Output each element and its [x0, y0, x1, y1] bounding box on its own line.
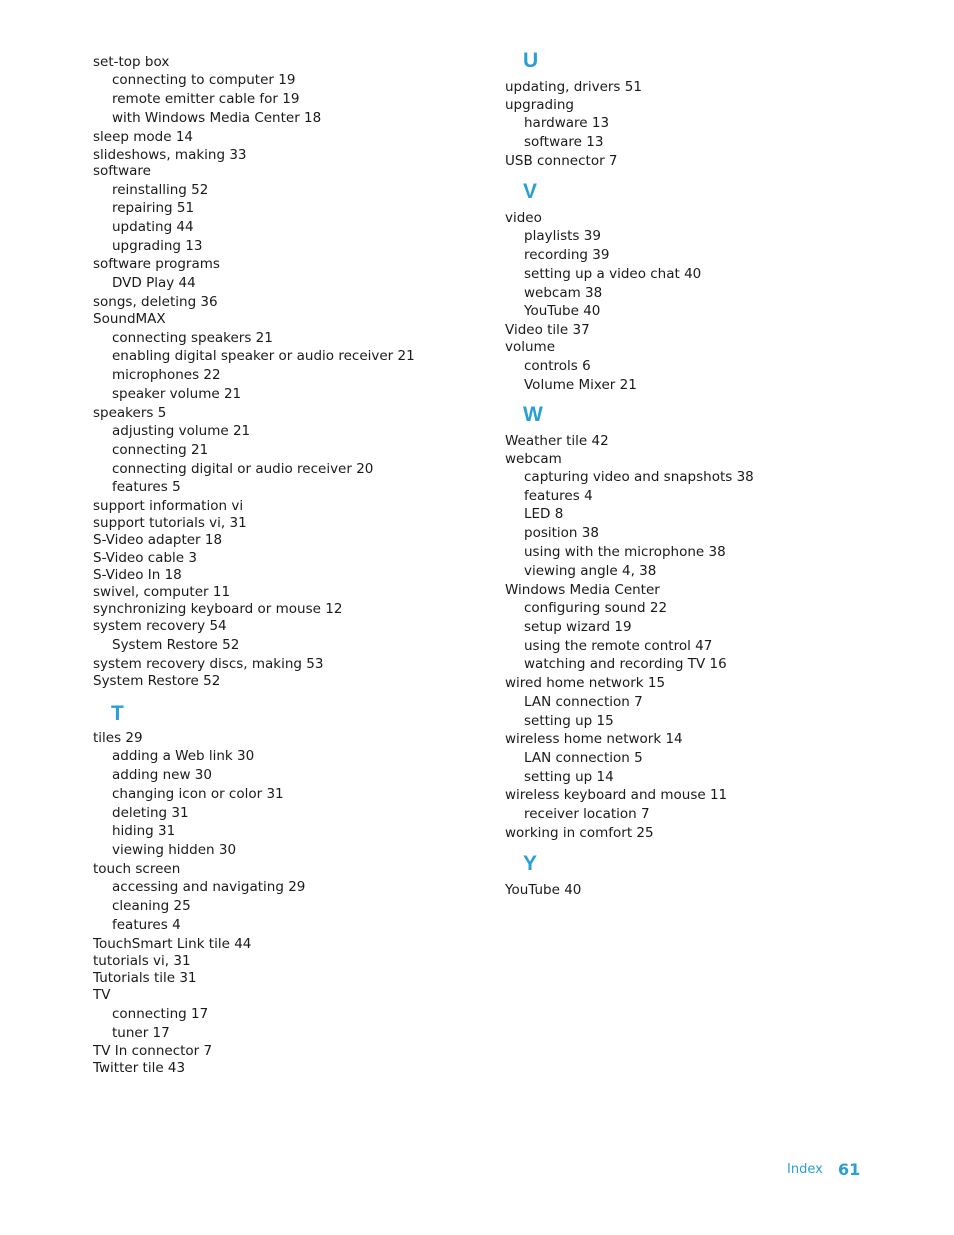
index-entry: System Restore 52	[93, 673, 221, 689]
index-entry: support tutorials vi, 31	[93, 515, 247, 531]
index-subentry: deleting 31	[112, 805, 189, 821]
index-entry: sleep mode 14	[93, 129, 194, 145]
index-entry: webcam	[505, 451, 562, 467]
index-subentry: features 4	[524, 488, 593, 504]
index-entry: S-Video adapter 18	[93, 532, 223, 548]
index-entry: speakers 5	[93, 405, 167, 421]
index-subentry: features 5	[112, 479, 181, 495]
index-subentry: hardware 13	[524, 115, 610, 131]
index-subentry: connecting speakers 21	[112, 330, 273, 346]
index-entry: Windows Media Center	[505, 582, 660, 598]
page-number: 61	[838, 1160, 861, 1179]
index-subentry: controls 6	[524, 358, 591, 374]
index-entry: system recovery 54	[93, 618, 227, 634]
index-subentry: playlists 39	[524, 228, 601, 244]
index-entry: TV In connector 7	[93, 1043, 213, 1059]
index-subentry: software 13	[524, 134, 604, 150]
index-entry: video	[505, 210, 542, 226]
index-subentry: using with the microphone 38	[524, 544, 726, 560]
index-subentry: upgrading 13	[112, 238, 203, 254]
index-entry: TouchSmart Link tile 44	[93, 936, 252, 952]
index-subentry: receiver location 7	[524, 806, 650, 822]
index-subentry: capturing video and snapshots 38	[524, 469, 754, 485]
index-entry: Weather tile 42	[505, 433, 609, 449]
index-subentry: LED 8	[524, 506, 564, 522]
index-entry: touch screen	[93, 861, 181, 877]
index-subentry: setting up 14	[524, 769, 614, 785]
index-entry: Twitter tile 43	[93, 1060, 186, 1076]
index-entry: working in comfort 25	[505, 825, 654, 841]
index-subentry: position 38	[524, 525, 599, 541]
index-letter-heading: W	[523, 403, 543, 426]
index-subentry: updating 44	[112, 219, 194, 235]
index-entry: Tutorials tile 31	[93, 970, 197, 986]
index-entry: Video tile 37	[505, 322, 590, 338]
index-subentry: changing icon or color 31	[112, 786, 284, 802]
index-subentry: System Restore 52	[112, 637, 240, 653]
index-entry: wireless home network 14	[505, 731, 683, 747]
index-entry: volume	[505, 339, 556, 355]
index-subentry: connecting digital or audio receiver 20	[112, 461, 374, 477]
index-subentry: adding new 30	[112, 767, 212, 783]
index-entry: upgrading	[505, 97, 574, 113]
index-entry: S-Video cable 3	[93, 550, 197, 566]
index-entry: synchronizing keyboard or mouse 12	[93, 601, 343, 617]
index-letter-heading: Y	[523, 852, 538, 875]
index-subentry: using the remote control 47	[524, 638, 713, 654]
index-letter-heading: T	[111, 702, 124, 725]
index-entry: software programs	[93, 256, 220, 272]
index-subentry: LAN connection 7	[524, 694, 643, 710]
index-entry: wireless keyboard and mouse 11	[505, 787, 728, 803]
index-subentry: reinstalling 52	[112, 182, 209, 198]
index-entry: wired home network 15	[505, 675, 666, 691]
index-entry: songs, deleting 36	[93, 294, 218, 310]
index-subentry: watching and recording TV 16	[524, 656, 727, 672]
index-entry: slideshows, making 33	[93, 147, 247, 163]
index-subentry: cleaning 25	[112, 898, 191, 914]
index-subentry: tuner 17	[112, 1025, 170, 1041]
index-entry: TV	[93, 987, 111, 1003]
index-entry: SoundMAX	[93, 311, 166, 327]
index-entry: tiles 29	[93, 730, 143, 746]
index-subentry: connecting 21	[112, 442, 209, 458]
index-subentry: adding a Web link 30	[112, 748, 255, 764]
index-subentry: YouTube 40	[524, 303, 601, 319]
index-entry: S-Video In 18	[93, 567, 182, 583]
index-subentry: recording 39	[524, 247, 610, 263]
index-entry: updating, drivers 51	[505, 79, 642, 95]
index-subentry: remote emitter cable for 19	[112, 91, 300, 107]
index-subentry: setup wizard 19	[524, 619, 632, 635]
index-subentry: viewing angle 4, 38	[524, 563, 657, 579]
index-subentry: hiding 31	[112, 823, 176, 839]
index-entry: USB connector 7	[505, 153, 618, 169]
index-entry: YouTube 40	[505, 882, 582, 898]
index-entry: set-top box	[93, 54, 170, 70]
index-subentry: adjusting volume 21	[112, 423, 251, 439]
index-subentry: features 4	[112, 917, 181, 933]
index-subentry: speaker volume 21	[112, 386, 242, 402]
index-subentry: connecting to computer 19	[112, 72, 296, 88]
index-subentry: DVD Play 44	[112, 275, 196, 291]
index-subentry: Volume Mixer 21	[524, 377, 637, 393]
index-subentry: setting up a video chat 40	[524, 266, 702, 282]
index-subentry: accessing and navigating 29	[112, 879, 306, 895]
index-entry: system recovery discs, making 53	[93, 656, 324, 672]
index-entry: support information vi	[93, 498, 244, 514]
index-subentry: viewing hidden 30	[112, 842, 237, 858]
footer-section-label: Index	[787, 1162, 823, 1177]
index-subentry: repairing 51	[112, 200, 195, 216]
index-subentry: connecting 17	[112, 1006, 209, 1022]
index-subentry: microphones 22	[112, 367, 221, 383]
index-subentry: setting up 15	[524, 713, 614, 729]
index-subentry: configuring sound 22	[524, 600, 668, 616]
index-subentry: enabling digital speaker or audio receiver 21	[112, 348, 415, 364]
index-subentry: with Windows Media Center 18	[112, 110, 322, 126]
index-subentry: LAN connection 5	[524, 750, 643, 766]
index-letter-heading: V	[523, 180, 538, 203]
index-entry: swivel, computer 11	[93, 584, 231, 600]
index-entry: software	[93, 163, 151, 179]
index-subentry: webcam 38	[524, 285, 603, 301]
index-letter-heading: U	[523, 49, 539, 72]
index-entry: tutorials vi, 31	[93, 953, 191, 969]
